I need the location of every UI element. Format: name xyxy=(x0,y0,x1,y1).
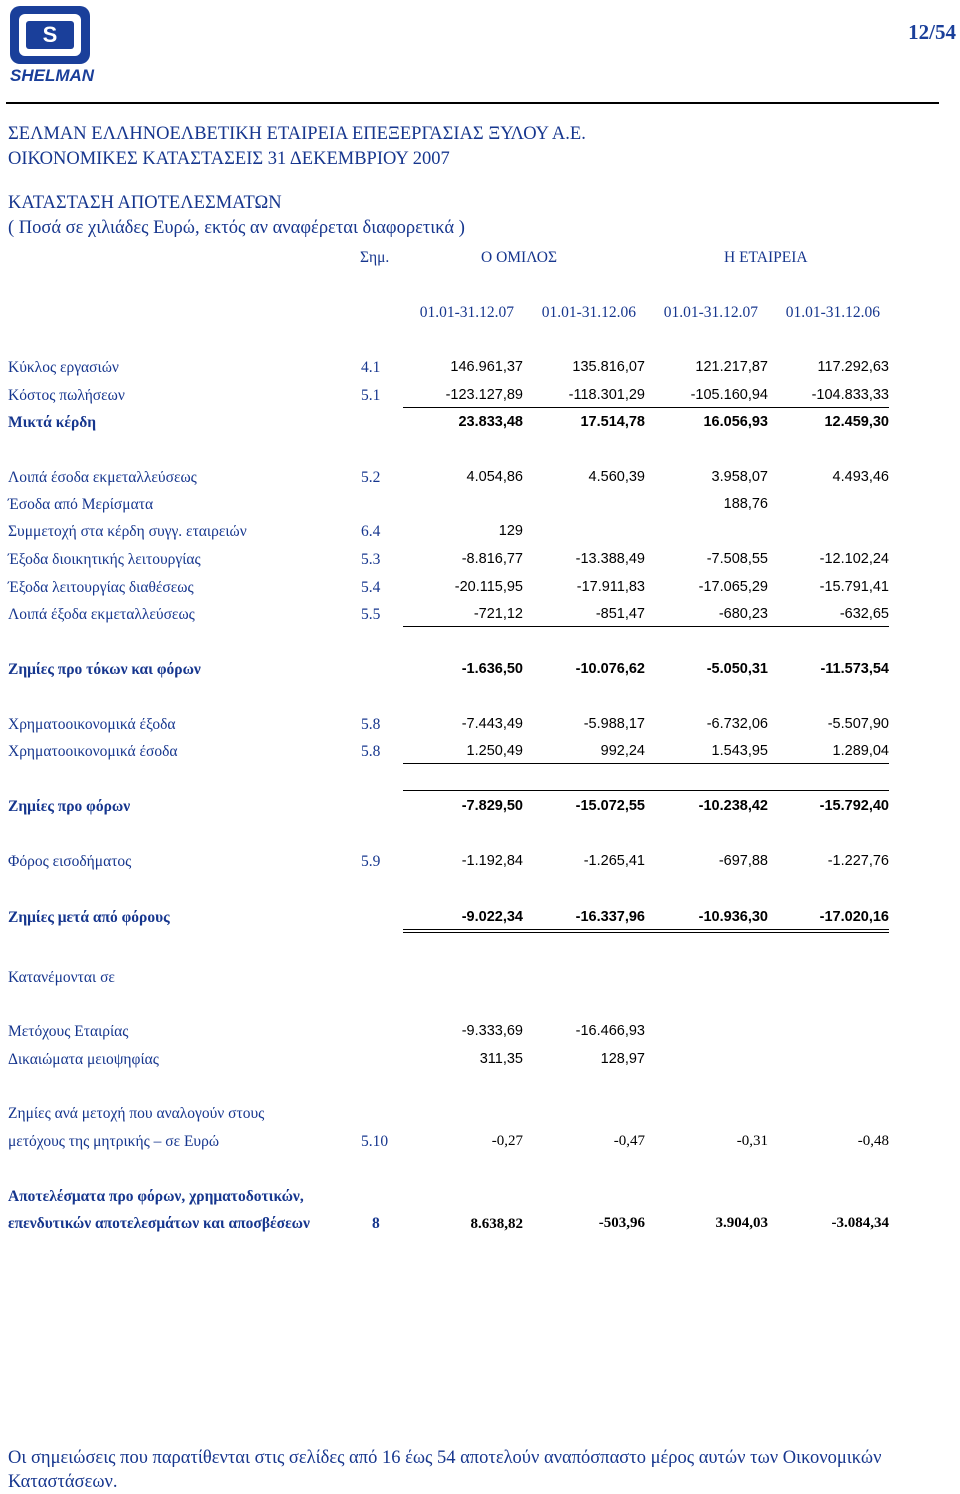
cell-value: -123.127,89 xyxy=(445,387,523,403)
cell-value: 146.961,37 xyxy=(450,359,523,375)
row-label: Συμμετοχή στα κέρδη συγγ. εταιρειών xyxy=(8,523,247,540)
table-row xyxy=(0,909,960,931)
cell-value: -9.022,34 xyxy=(461,909,523,925)
cell-value: -0,31 xyxy=(736,1133,768,1149)
table-row xyxy=(0,1105,960,1127)
cell-value: -17.065,29 xyxy=(698,579,768,595)
cell-value: -1.227,76 xyxy=(827,853,889,869)
table-row xyxy=(0,469,960,491)
row-label: Αποτελέσματα προ φόρων, χρηματοδοτικών, xyxy=(8,1188,304,1205)
row-note: 5.9 xyxy=(361,853,381,870)
row-label: Φόρος εισοδήματος xyxy=(8,853,132,870)
cell-value: -7.508,55 xyxy=(706,551,768,567)
row-note: 5.8 xyxy=(361,743,381,760)
cell-value: -11.573,54 xyxy=(820,661,889,677)
row-note: 5.3 xyxy=(361,551,381,568)
table-row xyxy=(0,1188,960,1210)
cell-value: 128,97 xyxy=(600,1051,645,1067)
cell-value: 4.560,39 xyxy=(588,469,645,485)
row-label: Ζημίες προ τόκων και φόρων xyxy=(8,661,201,678)
cell-value: 1.289,04 xyxy=(832,743,889,759)
cell-value: -16.337,96 xyxy=(575,909,645,925)
cell-value: -20.115,95 xyxy=(454,579,523,595)
row-note: 5.4 xyxy=(361,579,381,596)
row-label: Έξοδα διοικητικής λειτουργίας xyxy=(8,551,201,568)
cell-value: -15.791,41 xyxy=(819,579,889,595)
row-label: Έσοδα από Μερίσματα xyxy=(8,496,154,513)
table-row xyxy=(0,579,960,601)
cell-value: 135.816,07 xyxy=(572,359,645,375)
cell-value: 992,24 xyxy=(600,743,645,759)
cell-value: -1.636,50 xyxy=(461,661,523,677)
row-label: Ζημίες προ φόρων xyxy=(8,798,131,815)
row-note: 5.10 xyxy=(361,1133,389,1150)
cell-value: -104.833,33 xyxy=(811,387,889,403)
table-row xyxy=(0,969,960,991)
cell-value: -0,48 xyxy=(857,1133,889,1149)
total-rule xyxy=(403,932,889,933)
table-row xyxy=(0,523,960,545)
cell-value: 3.904,03 xyxy=(715,1215,768,1231)
cell-value: -8.816,77 xyxy=(461,551,523,567)
row-label: Μικτά κέρδη xyxy=(8,414,97,431)
table-row xyxy=(0,1051,960,1073)
header-rule xyxy=(6,102,939,104)
cell-value: -10.238,42 xyxy=(698,798,768,814)
row-label: Ζημίες μετά από φόρους xyxy=(8,909,170,926)
cell-value: 3.958,07 xyxy=(711,469,768,485)
row-label: Μετόχους Εταιρίας xyxy=(8,1023,129,1040)
row-label: Κατανέμονται σε xyxy=(8,969,115,986)
cell-value: 129 xyxy=(498,523,523,539)
table-row xyxy=(0,1215,960,1237)
row-label: Δικαιώματα μειοψηφίας xyxy=(8,1051,159,1068)
cell-value: -7.443,49 xyxy=(461,716,523,732)
total-rule xyxy=(403,929,889,930)
svg-text:SHELMAN: SHELMAN xyxy=(10,66,95,85)
units-note: ( Ποσά σε χιλιάδες Ευρώ, εκτός αν αναφέρεται διαφορετικά ) xyxy=(8,218,465,238)
company-column-header: Η ΕΤΑΙΡΕΙΑ xyxy=(724,249,808,266)
cell-value: 16.056,93 xyxy=(703,414,768,430)
cell-value: -118.301,29 xyxy=(568,387,645,403)
cell-value: -6.732,06 xyxy=(706,716,768,732)
cell-value: -503,96 xyxy=(598,1215,645,1231)
cell-value: -680,23 xyxy=(718,606,768,622)
cell-value: -15.792,40 xyxy=(819,798,889,814)
shelman-logo xyxy=(6,4,130,88)
table-row xyxy=(0,414,960,436)
cell-value: -0,27 xyxy=(491,1133,523,1149)
cell-value: 121.217,87 xyxy=(695,359,768,375)
row-note: 5.5 xyxy=(361,606,381,623)
table-row xyxy=(0,743,960,765)
subtotal-rule xyxy=(403,763,889,764)
cell-value: -5.050,31 xyxy=(706,661,768,677)
period-header: 01.01-31.12.07 xyxy=(419,304,514,321)
cell-value: -13.388,49 xyxy=(575,551,645,567)
page-number: 12/54 xyxy=(908,20,956,44)
row-label: Έξοδα λειτουργίας διαθέσεως xyxy=(8,579,194,596)
cell-value: -12.102,24 xyxy=(819,551,889,567)
row-label: Λοιπά έσοδα εκμεταλλεύσεως xyxy=(8,469,197,486)
row-note: 6.4 xyxy=(361,523,381,540)
period-header: 01.01-31.12.06 xyxy=(785,304,880,321)
row-note: 5.8 xyxy=(361,716,381,733)
cell-value: 4.054,86 xyxy=(466,469,523,485)
report-title: ΚΑΤΑΣΤΑΣΗ ΑΠΟΤΕΛΕΣΜΑΤΩΝ xyxy=(8,193,282,213)
subtotal-rule xyxy=(403,790,889,791)
table-row xyxy=(0,359,960,381)
cell-value: -721,12 xyxy=(473,606,523,622)
cell-value: 117.292,63 xyxy=(817,359,889,375)
cell-value: -0,47 xyxy=(613,1133,645,1149)
cell-value: 188,76 xyxy=(723,496,768,512)
cell-value: 8.638,82 xyxy=(470,1216,523,1232)
cell-value: -9.333,69 xyxy=(461,1023,523,1039)
subtotal-rule xyxy=(403,407,889,408)
table-row xyxy=(0,496,960,518)
cell-value: -1.192,84 xyxy=(461,853,523,869)
table-row xyxy=(0,1133,960,1155)
cell-value: -16.466,93 xyxy=(575,1023,645,1039)
cell-value: 1.543,95 xyxy=(711,743,768,759)
subtotal-rule xyxy=(403,626,889,627)
footer-note: Οι σημειώσεις που παρατίθενται στις σελίδες από 16 έως 54 αποτελούν αναπόσπαστο μέρος αυτών των Οικονομικών Καταστάσεων. xyxy=(8,1448,882,1492)
cell-value: 4.493,46 xyxy=(832,469,889,485)
cell-value: -17.911,83 xyxy=(576,579,645,595)
row-note: 5.1 xyxy=(361,387,381,404)
row-note: 8 xyxy=(372,1215,380,1232)
table-row xyxy=(0,798,960,820)
cell-value: -105.160,94 xyxy=(690,387,768,403)
cell-value: -7.829,50 xyxy=(461,798,523,814)
table-row xyxy=(0,661,960,683)
row-label: Χρηματοοικονομικά έξοδα xyxy=(8,716,176,733)
cell-value: -1.265,41 xyxy=(583,853,645,869)
row-label: μετόχους της μητρικής – σε Ευρώ xyxy=(8,1133,220,1150)
table-row xyxy=(0,1023,960,1045)
period-header: 01.01-31.12.06 xyxy=(541,304,636,321)
table-row xyxy=(0,387,960,409)
group-column-header: Ο ΟΜΙΛΟΣ xyxy=(481,249,558,266)
company-name: ΣΕΛΜΑΝ ΕΛΛΗΝΟΕΛΒΕΤΙΚΗ ΕΤΑΙΡΕΙΑ ΕΠΕΞΕΡΓΑΣΙΑΣ ΞΥΛΟΥ Α.Ε. xyxy=(8,124,586,144)
row-label: Ζημίες ανά μετοχή που αναλογούν στους xyxy=(8,1105,265,1122)
cell-value: 17.514,78 xyxy=(580,414,645,430)
row-note: 4.1 xyxy=(361,359,381,376)
cell-value: 12.459,30 xyxy=(824,414,889,430)
cell-value: -17.020,16 xyxy=(819,909,889,925)
cell-value: 311,35 xyxy=(479,1051,523,1067)
cell-value: -15.072,55 xyxy=(575,798,645,814)
row-label: επενδυτικών αποτελεσμάτων και αποσβέσεων xyxy=(8,1215,310,1232)
row-label: Χρηματοοικονομικά έσοδα xyxy=(8,743,178,760)
cell-value: -632,65 xyxy=(839,606,889,622)
cell-value: -851,47 xyxy=(595,606,645,622)
row-label: Λοιπά έξοδα εκμεταλλεύσεως xyxy=(8,606,195,623)
table-row xyxy=(0,853,960,875)
cell-value: -10.936,30 xyxy=(698,909,768,925)
row-label: Κύκλος εργασιών xyxy=(8,359,119,376)
cell-value: -5.507,90 xyxy=(827,716,889,732)
table-row xyxy=(0,606,960,628)
note-column-header: Σημ. xyxy=(360,249,390,266)
row-note: 5.2 xyxy=(361,469,381,486)
cell-value: -3.084,34 xyxy=(831,1215,889,1231)
cell-value: -5.988,17 xyxy=(583,716,645,732)
table-row xyxy=(0,551,960,573)
cell-value: -10.076,62 xyxy=(575,661,645,677)
cell-value: -697,88 xyxy=(718,853,768,869)
cell-value: 23.833,48 xyxy=(458,414,523,430)
cell-value: 1.250,49 xyxy=(466,743,523,759)
period-header: 01.01-31.12.07 xyxy=(663,304,758,321)
table-row xyxy=(0,716,960,738)
statements-title: ΟΙΚΟΝΟΜΙΚΕΣ ΚΑΤΑΣΤΑΣΕΙΣ 31 ΔΕΚΕΜΒΡΙΟΥ 2007 xyxy=(8,149,450,169)
row-label: Κόστος πωλήσεων xyxy=(8,387,125,404)
svg-text:S: S xyxy=(42,22,58,47)
